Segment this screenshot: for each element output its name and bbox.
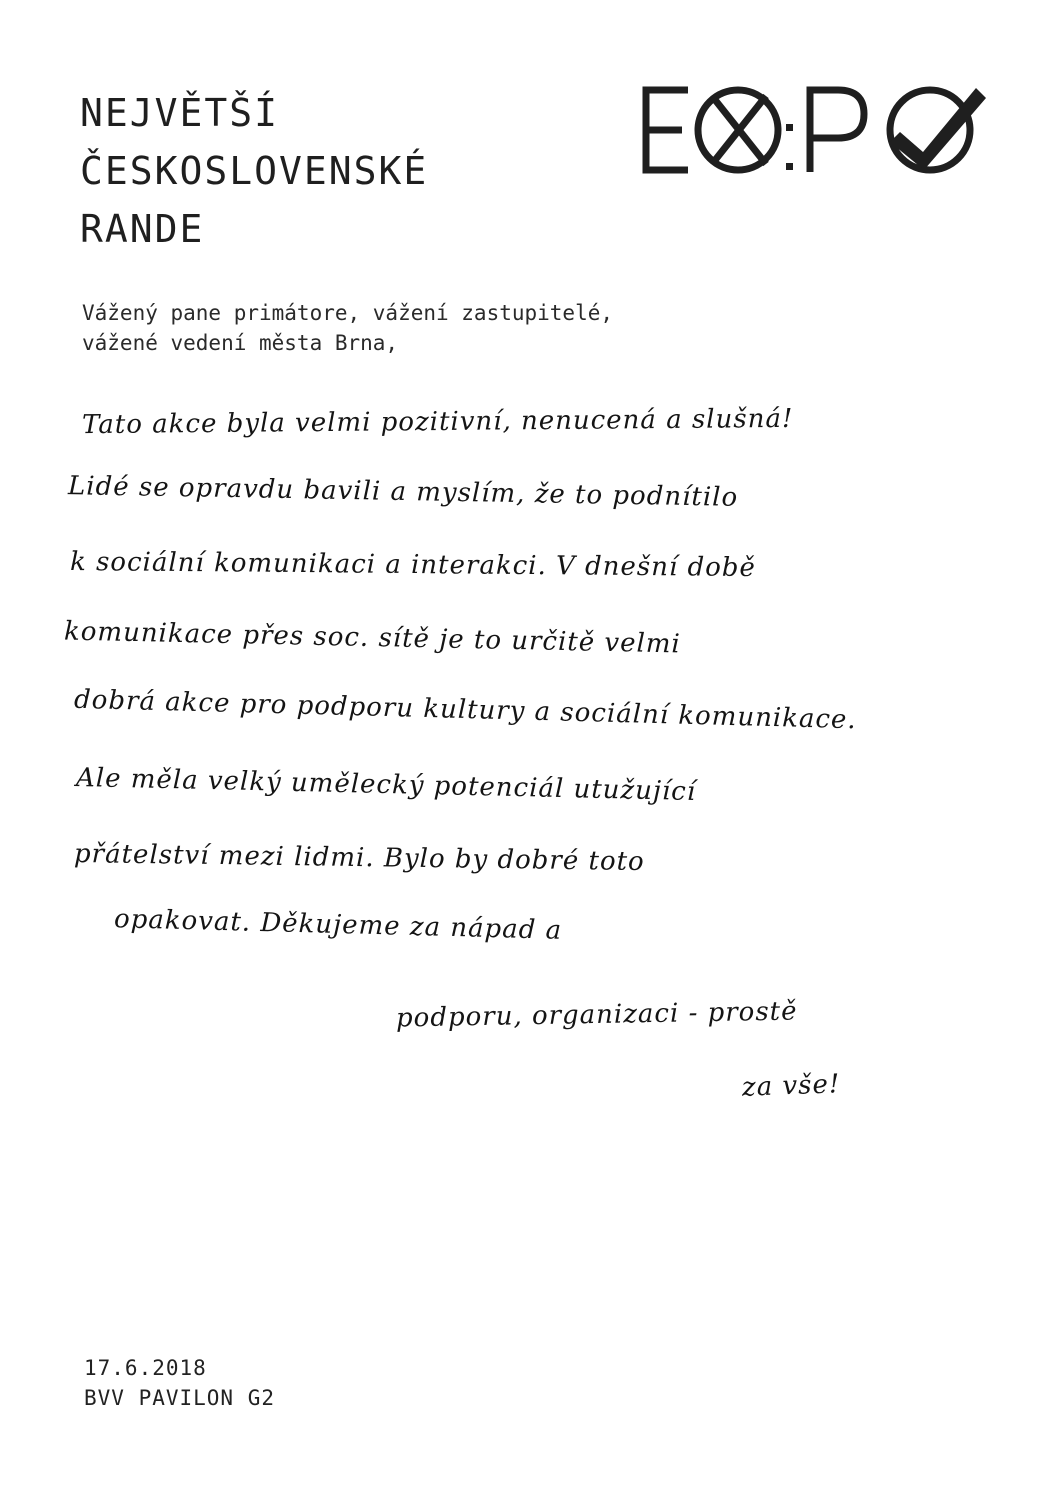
event-footer [84,1353,275,1413]
letter-line-4: komunikace přes soc. sítě je to určitě velmi [63,616,682,660]
letter-line-3: k sociální komunikaci a interakci. V dnešní době [69,547,756,583]
greeting-line-1: Vážený pane primátore, vážení zastupitelé, [82,301,614,325]
letter-line-10: za vše! [741,1069,841,1103]
expo-logo [640,80,990,180]
letter-line-1: Tato akce byla velmi pozitivní, nenucená a slušná! [81,403,794,441]
handwritten-letter [60,395,1020,1135]
event-venue: BVV PAVILON G2 [84,1386,276,1410]
letter-line-6: Ale měla velký umělecký potenciál utužující [75,762,697,808]
event-title [80,84,640,258]
greeting-line-2: vážené vedení města Brna, [82,331,399,355]
title-line-1: NEJVĚTŠÍ [80,91,280,135]
letter-line-2: Lidé se opravdu bavili a myslím, že to podnítilo [67,471,739,513]
letter-line-7: přátelství mezi lidmi. Bylo by dobré toto [73,839,645,877]
greeting [82,298,842,358]
event-date: 17.6.2018 [84,1356,207,1380]
letter-line-5: dobrá akce pro podporu kultury a sociální komunikace. [73,684,858,736]
letter-line-9: podporu, organizaci - prostě [395,996,798,1034]
title-line-3: RANDE [80,207,205,251]
title-line-2: ČESKOSLOVENSKÉ [80,149,429,193]
letter-line-8: opakovat. Děkujeme za nápad a [113,904,563,946]
